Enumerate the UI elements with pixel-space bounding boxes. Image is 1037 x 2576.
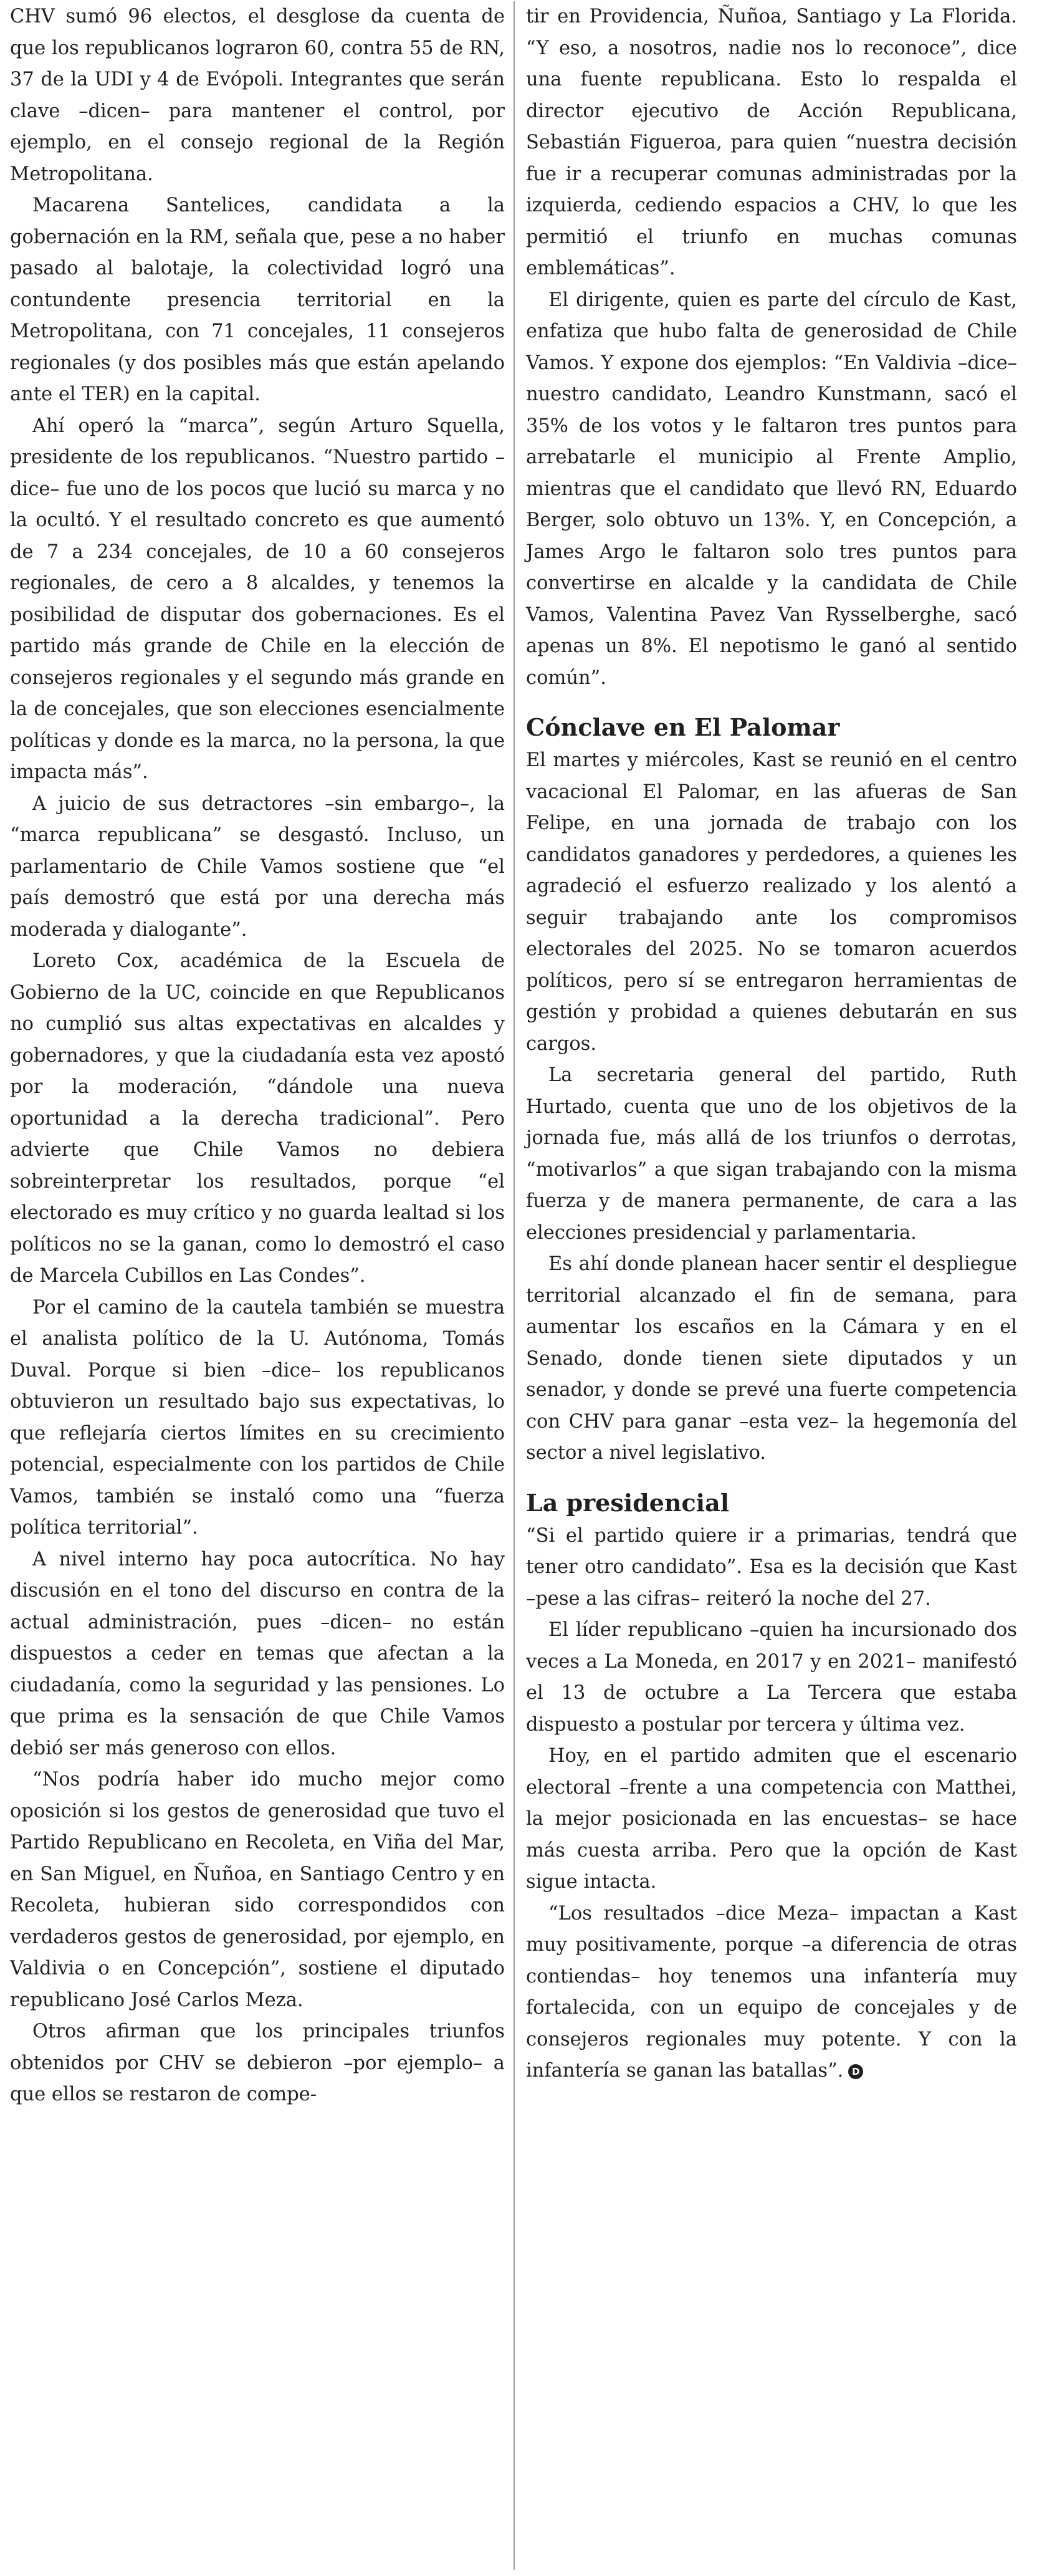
paragraph: Macarena Santelices, candidata a la gobernación en la RM, señala que, pese a no haber pasado al balotaje, la colectividad logró una contundente presencia territorial en la Metropolitana, con 71 concejales, 11 consejeros regionales (y dos posibles más que están apelando ante el TER) en la capital. bbox=[10, 195, 505, 405]
paragraph: Por el camino de la cautela también se muestra el analista político de la U. Autónoma, Tomás Duval. Porque si bien –dice– los republicanos obtuvieron un resultado bajo sus expectativas, lo que reflejaría ciertos límites en su crecimiento potencial, especialmente con los partidos de Chile Vamos, también se instaló como una “fuerza política territorial”. bbox=[10, 1296, 505, 1539]
right-column bbox=[514, 1, 1017, 2570]
section-heading-presidencial: La presidencial bbox=[526, 1488, 730, 1517]
paragraph: CHV sumó 96 electos, el desglose da cuenta de que los republicanos lograron 60, contra 55 de RN, 37 de la UDI y 4 de Evópoli. Integrantes que serán clave –dicen– para mantener el control, por ejemplo, en el consejo regional de la Región Metropolitana. bbox=[10, 6, 505, 185]
paragraph-final bbox=[526, 1898, 1017, 2087]
paragraph: “Si el partido quiere ir a primarias, tendrá que tener otro candidato”. Esa es la decisión que Kast –pese a las cifras– reiteró la noche del 27. bbox=[526, 1524, 1017, 1610]
final-text: “Los resultados –dice Meza– impactan a Kast muy positivamente, porque –a diferencia de otras contiendas– hoy tenemos una infantería muy fortalecida, con un equipo de concejales y de consejeros regionales muy potente. Y con la infantería se ganan las batallas”. bbox=[526, 1902, 1017, 2082]
paragraph: La secretaria general del partido, Ruth Hurtado, cuenta que uno de los objetivos de la jornada fue, más allá de los triunfos o derrotas, “motivarlos” a que sigan trabajando con la misma fuerza y de manera permanente, de cara a las elecciones presidencial y parlamentaria. bbox=[526, 1064, 1017, 1244]
paragraph: Ahí operó la “marca”, según Arturo Squella, presidente de los republicanos. “Nuestro partido –dice– fue uno de los pocos que lució su marca y no la ocultó. Y el resultado concreto es que aumentó de 7 a 234 concejales, de 10 a 60 consejeros regionales, de cero a 8 alcaldes, y tenemos la posibilidad de disputar dos gobernaciones. Es el partido más grande de Chile en la elección de consejeros regionales y el segundo más grande en la de concejales, que son elecciones esencialmente políticas y donde es la marca, no la persona, la que impacta más”. bbox=[10, 415, 505, 783]
paragraph: El líder republicano –quien ha incursionado dos veces a La Moneda, en 2017 y en 2021– manifestó el 13 de octubre a La Tercera que estaba dispuesto a postular por tercera y última vez. bbox=[526, 1619, 1017, 1736]
paragraph: “Nos podría haber ido mucho mejor como oposición si los gestos de generosidad que tuvo el Partido Republicano en Recoleta, en Viña del Mar, en San Miguel, en Ñuñoa, en Santiago Centro y en Recoleta, hubieran sido correspondidos con verdaderos gestos de generosidad, por ejemplo, en Valdivia o en Concepción”, sostiene el diputado republicano José Carlos Meza. bbox=[10, 1769, 505, 2011]
paragraph: El dirigente, quien es parte del círculo de Kast, enfatiza que hubo falta de generosidad de Chile Vamos. Y expone dos ejemplos: “En Valdivia –dice– nuestro candidato, Leandro Kunstmann, sacó el 35% de los votos y le faltaron tres puntos para arrebatarle el municipio al Frente Amplio, mientras que el candidato que llevó RN, Eduardo Berger, solo obtuvo un 13%. Y, en Concepción, a James Argo le faltaron solo tres puntos para convertirse en alcalde y la candidata de Chile Vamos, Valentina Pavez Van Rysselberghe, sacó apenas un 8%. El nepotismo le ganó al sentido común”. bbox=[526, 289, 1017, 689]
paragraph: Loreto Cox, académica de la Escuela de Gobierno de la UC, coincide en que Republicanos no cumplió sus altas expectativas en alcaldes y gobernadores, y que la ciudadanía esta vez apostó por la moderación, “dándole una nueva oportunidad a la derecha tradicional”. Pero advierte que Chile Vamos no debiera sobreinterpretar los resultados, porque “el electorado es muy crítico y no guarda lealtad si los políticos no se la ganan, como lo demostró el caso de Marcela Cubillos en Las Condes”. bbox=[10, 950, 505, 1287]
article-columns bbox=[10, 1, 1026, 2570]
paragraph: Es ahí donde planean hacer sentir el despliegue territorial alcanzado el fin de semana, para aumentar los escaños en la Cámara y en el Senado, donde tienen siete diputados y un senador, y donde se prevé una fuerte competencia con CHV para ganar –esta vez– la hegemonía del sector a nivel legislativo. bbox=[526, 1253, 1017, 1464]
left-column bbox=[10, 1, 514, 2111]
paragraph: tir en Providencia, Ñuñoa, Santiago y La Florida. “Y eso, a nosotros, nadie nos lo reconoce”, dice una fuente republicana. Esto lo respalda el director ejecutivo de Acción Republicana, Sebastián Figueroa, para quien “nuestra decisión fue ir a recuperar comunas administradas por la izquierda, cediendo espacios a CHV, lo que les permitió el triunfo en muchas comunas emblemáticas”. bbox=[526, 6, 1017, 279]
paragraph: Otros afirman que los principales triunfos obtenidos por CHV se debieron –por ejemplo– a que ellos se restaron de compe- bbox=[10, 2021, 505, 2105]
paragraph: A juicio de sus detractores –sin embargo–, la “marca republicana” se desgastó. Incluso, un parlamentario de Chile Vamos sostiene que “el país demostró que está por una derecha más moderada y dialogante”. bbox=[10, 792, 505, 941]
end-mark-icon: D bbox=[848, 2064, 863, 2079]
paragraph: A nivel interno hay poca autocrítica. No hay discusión en el tono del discurso en contra de la actual administración, pues –dicen– no están dispuestos a ceder en temas que afectan a la ciudadanía, como la seguridad y las pensiones. Lo que prima es la sensación de que Chile Vamos debió ser más generoso con ellos. bbox=[10, 1548, 505, 1759]
paragraph: Hoy, en el partido admiten que el escenario electoral –frente a una competencia con Matthei, la mejor posicionada en las encuestas– se hace más cuesta arriba. Pero que la opción de Kast sigue intacta. bbox=[526, 1745, 1017, 1893]
paragraph: El martes y miércoles, Kast se reunió en el centro vacacional El Palomar, en las afueras de San Felipe, en una jornada de trabajo con los candidatos ganadores y perdedores, a quienes les agradeció el esfuerzo realizado y los alentó a seguir trabajando ante los compromisos electorales del 2025. No se tomaron acuerdos políticos, pero sí se entregaron herramientas de gestión y probidad a quienes debutarán en sus cargos. bbox=[526, 749, 1017, 1055]
section-heading-conclave: Cónclave en El Palomar bbox=[526, 713, 840, 741]
